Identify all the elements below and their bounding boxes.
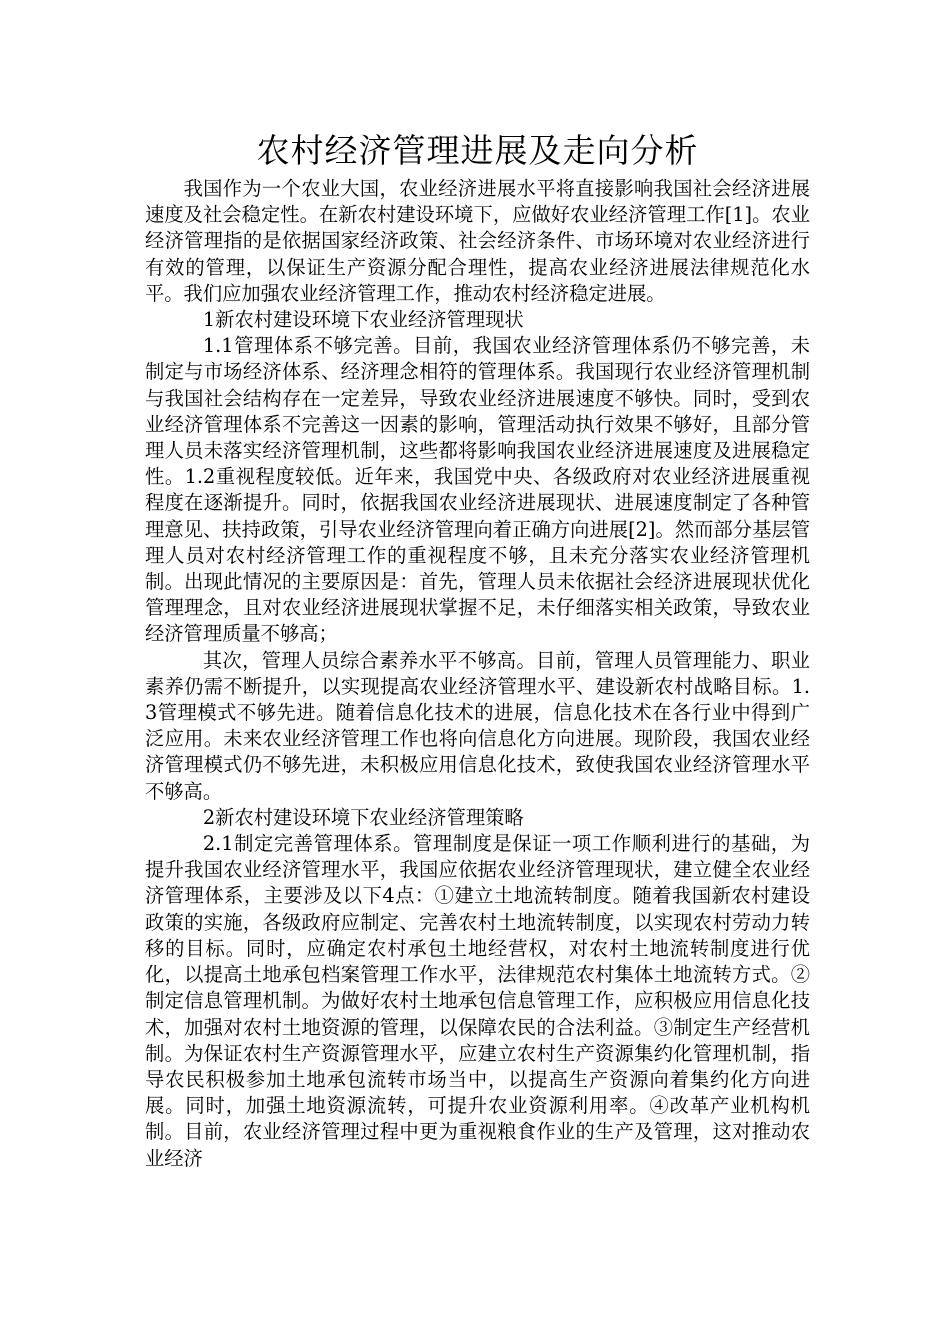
body-paragraph: 2.1制定完善管理体系。管理制度是保证一项工作顺利进行的基础，为提升我国农业经济管理水平，我国应依据农业经济管理现状，建立健全农业经济管理体系，主要涉及以下4点：①建立土地流转制度。随着我国新农村建设政策的实施，各级政府应制定、完善农村土地流转制度，以实现农村劳动力转移的目标。同时，应确定农村承包土地经营权，对农村土地流转制度进行优化，以提高土地承包档案管理工作水平，法律规范农村集体土地流转方式。②制定信息管理机制。为做好农村土地承包信息管理工作，应积极应用信息化技术，加强对农村土地资源的管理，以保障农民的合法利益。③制定生产经营机制。为保证农村生产资源管理水平，应建立农村生产资源集约化管理机制，指导农民积极参加土地承包流转市场当中，以提高生产资源向着集约化方向进展。同时，加强土地资源流转，可提升农业资源利用率。④改革产业机构机制。目前，农业经济管理过程中更为重视粮食作业的生产及管理，这对推动农业经济	[145, 832, 810, 1170]
document-body	[145, 176, 810, 1172]
intro-paragraph: 我国作为一个农业大国，农业经济进展水平将直接影响我国社会经济进展速度及社会稳定性。在新农村建设环境下，应做好农业经济管理工作[1]。农业经济管理指的是依据国家经济政策、社会经济条件、市场环境对农业经济进行有效的管理，以保证生产资源分配合理性，提高农业经济进展法律规范化水平。我们应加强农业经济管理工作，推动农村经济稳定进展。	[145, 177, 810, 305]
document-title: 农村经济管理进展及走向分析	[256, 131, 699, 170]
document-page	[145, 128, 810, 1172]
body-paragraph: 其次，管理人员综合素养水平不够高。目前，管理人员管理能力、职业素养仍需不断提升，以实现提高农业经济管理水平、建设新农村战略目标。1.3管理模式不够先进。随着信息化技术的进展，信息化技术在各行业中得到广泛应用。未来农业经济管理工作也将向信息化方向进展。现阶段，我国农业经济管理模式仍不够先进，未积极应用信息化技术，致使我国农业经济管理水平不够高。	[145, 648, 810, 803]
section-heading-2: 2新农村建设环境下农业经济管理策略	[202, 805, 524, 829]
section-heading-1: 1新农村建设环境下农业经济管理现状	[202, 308, 524, 332]
body-paragraph: 1.1管理体系不够完善。目前，我国农业经济管理体系仍不够完善，未制定与市场经济体系、经济理念相符的管理体系。我国现行农业经济管理机制与我国社会结构存在一定差异，导致农业经济进展速度不够快。同时，受到农业经济管理体系不完善这一因素的影响，管理活动执行效果不够好，且部分管理人员未落实经济管理机制，这些都将影响我国农业经济进展速度及进展稳定性。1.2重视程度较低。近年来，我国党中央、各级政府对农业经济进展重视程度在逐渐提升。同时，依据我国农业经济进展现状、进展速度制定了各种管理意见、扶持政策，引导农业经济管理向着正确方向进展[2]。然而部分基层管理人员对农村经济管理工作的重视程度不够，且未充分落实农业经济管理机制。出现此情况的主要原因是：首先，管理人员未依据社会经济进展现状优化管理理念，且对农业经济进展现状掌握不足，未仔细落实相关政策，导致农业经济管理质量不够高；	[145, 334, 810, 646]
